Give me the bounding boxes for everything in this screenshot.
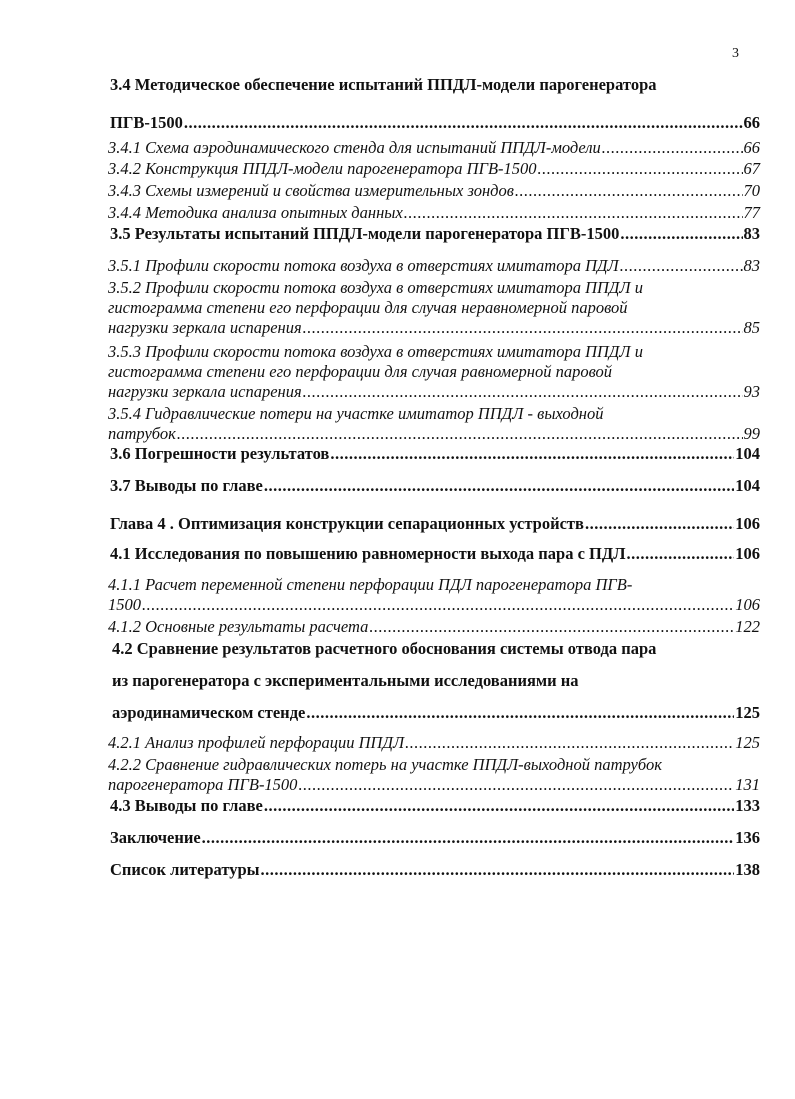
toc-entry-text: 3.6 Погрешности результатов — [110, 444, 330, 463]
toc-entry-4-1-1[interactable] — [108, 575, 760, 615]
toc-entry-text: ПГВ-1500 — [110, 113, 183, 132]
toc-page-number: 85 — [743, 318, 760, 337]
toc-entry-4-2[interactable] — [112, 639, 760, 723]
leader-dots — [264, 476, 734, 496]
toc-page-number: 106 — [735, 595, 760, 614]
toc-entry-text: 3.5 Результаты испытаний ППДЛ-модели парогенератора ПГВ-1500 — [110, 224, 620, 243]
toc-page-number: 106 — [735, 544, 760, 563]
toc-entry-3-5-1[interactable] — [108, 256, 760, 276]
leader-dots — [264, 796, 734, 816]
toc-entry-text: 3.7 Выводы по главе — [110, 476, 263, 495]
toc-entry-text: из парогенератора с экспериментальными исследованиями на — [112, 671, 579, 690]
toc-page-number: 66 — [743, 138, 760, 157]
toc-page-number: 66 — [743, 113, 760, 132]
page-number: 3 — [732, 46, 739, 61]
leader-dots — [142, 595, 734, 615]
toc-entry-text: 1500 — [108, 595, 141, 614]
toc-entry-text: 4.3 Выводы по главе — [110, 796, 263, 815]
toc-entry-3-5-2[interactable] — [108, 278, 760, 338]
toc-entry-text: 4.1.2 Основные результаты расчета — [108, 617, 369, 636]
toc-entry-4-3[interactable] — [110, 796, 760, 816]
toc-entry-4-2-2[interactable] — [108, 755, 760, 795]
toc-entry-text: 4.2.2 Сравнение гидравлических потерь на участке ППДЛ-выходной патрубок — [108, 755, 662, 774]
toc-entry-3-6[interactable] — [110, 444, 760, 464]
toc-entry-text: 4.2 Сравнение результатов расчетного обоснования системы отвода пара — [112, 639, 657, 658]
leader-dots — [404, 203, 743, 223]
toc-entry-3-4[interactable] — [110, 75, 760, 133]
leader-dots — [261, 860, 735, 880]
toc-entry-chapter-4[interactable] — [110, 514, 760, 534]
toc-entry-text: 3.4.2 Конструкция ППДЛ-модели парогенератора ПГВ-1500 — [108, 159, 537, 178]
toc-page-number: 131 — [735, 775, 760, 794]
toc-entry-text: 3.4.4 Методика анализа опытных данных — [108, 203, 403, 222]
toc-entry-3-5[interactable] — [110, 224, 760, 244]
leader-dots — [303, 382, 743, 402]
toc-entry-text: 4.2.1 Анализ профилей перфорации ППДЛ — [108, 733, 405, 752]
toc-page-number: 136 — [735, 828, 760, 847]
leader-dots — [585, 514, 734, 534]
toc-entry-4-2-1[interactable] — [108, 733, 760, 753]
toc-page-number: 138 — [735, 860, 760, 879]
toc-page-number: 83 — [743, 224, 760, 243]
leader-dots — [306, 703, 734, 723]
toc-entry-text: Заключение — [110, 828, 201, 847]
toc-page-number: 93 — [743, 382, 760, 401]
toc-entry-text: 3.4.1 Схема аэродинамического стенда для испытаний ППДЛ-модели — [108, 138, 601, 157]
toc-entry-text: Глава 4 . Оптимизация конструкции сепарационных устройств — [110, 514, 584, 533]
leader-dots — [303, 318, 743, 338]
toc-page-number: 125 — [735, 733, 760, 752]
toc-page-number: 99 — [743, 424, 760, 443]
toc-entry-text: гистограмма степени его перфорации для случая равномерной паровой — [108, 362, 613, 381]
leader-dots — [602, 138, 743, 158]
toc-entry-text: 3.4.3 Схемы измерений и свойства измерительных зондов — [108, 181, 514, 200]
toc-page-number: 125 — [735, 703, 760, 722]
toc-entry-text: 3.5.3 Профили скорости потока воздуха в отверстиях имитатора ППДЛ и — [108, 342, 643, 361]
toc-page-number: 77 — [743, 203, 760, 222]
toc-entry-text: парогенератора ПГВ-1500 — [108, 775, 298, 794]
leader-dots — [202, 828, 735, 848]
toc-page-number: 104 — [735, 476, 760, 495]
toc-entry-3-4-1[interactable] — [108, 138, 760, 158]
toc-entry-text: нагрузки зеркала испарения — [108, 318, 302, 337]
toc-entry-3-5-4[interactable] — [108, 404, 760, 444]
toc-entry-text: аэродинамическом стенде — [112, 703, 306, 722]
toc-page-number: 104 — [735, 444, 760, 463]
toc-entry-text: Список литературы — [110, 860, 260, 879]
leader-dots — [620, 256, 743, 276]
toc-entry-4-1-2[interactable] — [108, 617, 760, 637]
leader-dots — [627, 544, 735, 564]
leader-dots — [177, 424, 743, 444]
toc-entry-3-7[interactable] — [110, 476, 760, 496]
toc-entry-text: патрубок — [108, 424, 176, 443]
leader-dots — [298, 775, 734, 795]
toc-entry-3-4-2[interactable] — [108, 159, 760, 179]
toc-entry-conclusion[interactable] — [110, 828, 760, 848]
leader-dots — [330, 444, 734, 464]
toc-entry-3-4-3[interactable] — [108, 181, 760, 201]
toc-entry-4-1[interactable] — [110, 544, 760, 564]
toc-entry-3-5-3[interactable] — [108, 342, 760, 402]
toc-entry-text: 3.5.2 Профили скорости потока воздуха в отверстиях имитатора ППДЛ и — [108, 278, 643, 297]
toc-entry-3-4-4[interactable] — [108, 203, 760, 223]
leader-dots — [620, 224, 742, 244]
toc-entry-text: 3.5.1 Профили скорости потока воздуха в отверстиях имитатора ПДЛ — [108, 256, 619, 275]
leader-dots — [405, 733, 734, 753]
leader-dots — [515, 181, 743, 201]
toc-entry-text: 3.5.4 Гидравлические потери на участке имитатор ППДЛ - выходной — [108, 404, 604, 423]
toc-page-number: 67 — [743, 159, 760, 178]
toc-page-number: 106 — [735, 514, 760, 533]
toc-entry-text: 4.1 Исследования по повышению равномерности выхода пара с ПДЛ — [110, 544, 626, 563]
leader-dots — [369, 617, 734, 637]
toc-entry-text: нагрузки зеркала испарения — [108, 382, 302, 401]
toc-entry-text: 4.1.1 Расчет переменной степени перфорации ПДЛ парогенератора ПГВ- — [108, 575, 633, 594]
leader-dots — [538, 159, 743, 179]
toc-page-number: 83 — [743, 256, 760, 275]
toc-page-number: 133 — [735, 796, 760, 815]
toc-entry-text: 3.4 Методическое обеспечение испытаний ППДЛ-модели парогенератора — [110, 75, 657, 94]
toc-entry-bibliography[interactable] — [110, 860, 760, 880]
toc-page-number: 122 — [735, 617, 760, 636]
leader-dots — [184, 113, 743, 133]
toc-page-number: 70 — [743, 181, 760, 200]
toc-entry-text: гистограмма степени его перфорации для случая неравномерной паровой — [108, 298, 628, 317]
